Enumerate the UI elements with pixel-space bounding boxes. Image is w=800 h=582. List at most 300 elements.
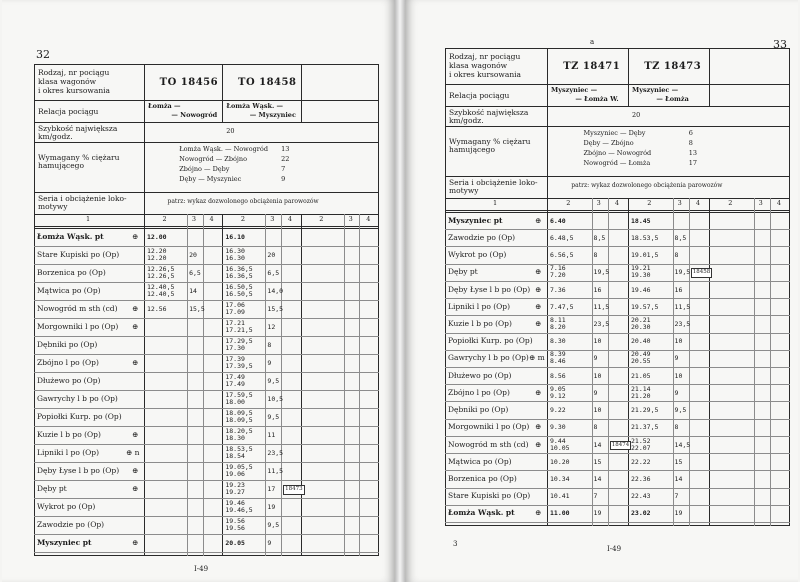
station-name: Łomża Wąsk. pt [448, 508, 515, 518]
arrival-departure-time: 18.53,5 18.54 [225, 445, 253, 460]
braking-value: 13 [281, 145, 290, 153]
arrival-departure-time: 7.16 7.20 [550, 264, 566, 280]
series-note: patrz: wykaz dozwolonego obciążenia parowozów [167, 198, 319, 205]
column-number: 3 [191, 215, 197, 223]
running-time: 10,5 [267, 395, 284, 403]
running-time: 19 [593, 509, 602, 518]
arrival-departure-time: 22.36 [631, 474, 651, 483]
braking-route: Dęby — Myszyniec [179, 175, 242, 183]
station-name: Dłużewo po (Op) [448, 370, 512, 380]
arrival-departure-time: 19.05,5 19.06 [225, 463, 253, 478]
running-time: 9,5 [267, 377, 280, 385]
arrival-departure-time: 9.22 [550, 406, 566, 415]
rule-line [222, 214, 223, 556]
rule-line [34, 226, 379, 227]
arrival-departure-time: 21.37,5 [631, 423, 659, 432]
rule-line [203, 214, 204, 556]
arrival-departure-time: 22.22 [631, 457, 651, 466]
column-number: 2 [162, 215, 167, 223]
rule-line [445, 264, 790, 265]
arrival-departure-time: 10.34 [550, 474, 570, 483]
column-number: 1 [86, 215, 91, 223]
station-name: Kuzie l b po (Op) [448, 318, 512, 328]
arrival-departure-time: 16.50,5 16.50,5 [225, 283, 253, 298]
running-time: 14 [189, 287, 197, 295]
series-note: patrz: wykaz dozwolonego obciążenia parowozów [571, 182, 723, 189]
arrival-departure-time: 19.46 19.46,5 [225, 499, 253, 514]
running-time: 8 [593, 251, 598, 260]
running-time: 9 [267, 359, 272, 367]
train-kind-label: Rodzaj, nr pociągu klasa wagonów i okres kursowania [38, 68, 111, 95]
rule-line [445, 176, 790, 177]
station-name: Mątwica po (Op) [448, 456, 512, 466]
rule-line [187, 214, 188, 556]
arrival-departure-time: 20.49 20.55 [631, 350, 651, 366]
running-time: 9,5 [267, 521, 280, 529]
station-symbol-icon: ⊕ n [126, 448, 140, 457]
arrival-departure-time: 20.05 [225, 539, 245, 547]
relation-from: Myszyniec — [551, 86, 598, 94]
relation-from: Łomża — [148, 102, 181, 110]
rule-line [445, 333, 790, 334]
rule-line [628, 48, 629, 106]
rule-line [445, 401, 790, 402]
arrival-departure-time: 6.56,5 [550, 251, 574, 260]
column-number: 4 [776, 199, 782, 207]
rule-line [34, 498, 379, 499]
running-time: 10 [593, 371, 602, 380]
running-time: 16 [593, 285, 602, 294]
left-page [2, 0, 395, 582]
train-number: TO 18456 [159, 77, 219, 88]
column-number: 2 [647, 199, 652, 207]
rule-line [34, 444, 379, 445]
arrival-departure-time: 8.11 8.20 [550, 315, 566, 331]
station-name: Stare Kupiski po (Op) [448, 491, 531, 501]
rule-line [34, 372, 379, 373]
station-symbol-icon: ⊕ [535, 422, 542, 432]
arrival-departure-time: 20.40 [631, 337, 651, 346]
rule-line [359, 214, 360, 556]
series-label: Seria i obciążenie loko- motywy [449, 178, 538, 195]
rule-line [34, 122, 379, 123]
arrival-departure-time: 19.56 19.56 [225, 517, 245, 532]
arrival-departure-time: 18.45 [631, 216, 651, 225]
rule-line [445, 453, 790, 454]
arrival-departure-time: 19.21 19.30 [631, 264, 651, 280]
station-name: Gawrychy l b po (Op) [37, 394, 118, 403]
running-time: 7 [674, 492, 679, 501]
running-time: 10 [674, 371, 683, 380]
braking-route: Nowogród — Zbójno [179, 155, 248, 163]
rule-line [34, 318, 379, 319]
column-number: 2 [728, 199, 733, 207]
running-time: 12 [267, 323, 276, 331]
arrival-departure-time: 12.56 [147, 305, 167, 313]
station-symbol-icon: ⊕ [535, 284, 542, 294]
station-name: Popiołki Kurp. po (Op) [37, 412, 122, 421]
rule-line [445, 281, 790, 282]
rule-line [34, 462, 379, 463]
speed-value: 20 [226, 127, 235, 135]
right-page [405, 0, 798, 582]
arrival-departure-time: 17.29,5 17.30 [225, 337, 253, 352]
rule-line [301, 214, 302, 556]
arrival-departure-time: 12.20 12.20 [147, 247, 167, 262]
arrival-departure-time: 10.20 [550, 457, 570, 466]
arrival-departure-time: 21.14 21.20 [631, 384, 651, 400]
rule-line [34, 142, 379, 143]
running-time: 14,5 [674, 440, 691, 449]
rule-line [34, 426, 379, 427]
station-name: Gawrychy l b po (Op) [448, 353, 529, 363]
rule-line [222, 64, 223, 122]
rule-line [34, 516, 379, 517]
station-symbol-icon: ⊕ [132, 232, 139, 241]
station-name: Zawodzie po (Op) [448, 232, 516, 242]
running-time: 8 [674, 423, 679, 432]
arrival-departure-time: 18.20,5 18.30 [225, 427, 253, 442]
running-time: 9 [674, 388, 679, 397]
book-gutter [395, 0, 405, 582]
rule-line [265, 214, 266, 556]
relation-to: — Łomża W. [575, 95, 619, 103]
rule-line [34, 390, 379, 391]
station-name: Dłużewo po (Op) [37, 376, 101, 385]
rule-line [34, 192, 379, 193]
crossing-train-number: 18458 [691, 268, 713, 278]
running-time: 16 [674, 285, 683, 294]
column-number: 4 [287, 215, 293, 223]
station-name: Zawodzie po (Op) [37, 520, 105, 529]
running-time: 8,5 [593, 233, 606, 242]
relation-from: Myszyniec — [632, 86, 679, 94]
station-name: Popiołki Kurp. po (Op) [448, 336, 533, 346]
relation-label: Relacja pociągu [38, 107, 99, 116]
arrival-departure-time: 17.21 17.21,5 [225, 319, 253, 334]
arrival-departure-time: 19.23 19.27 [225, 481, 245, 496]
relation-from: Łomża Wąsk. — [226, 102, 284, 110]
braking-value: 9 [281, 175, 286, 183]
braking-value: 6 [688, 129, 693, 137]
running-time: 19 [267, 503, 276, 511]
station-symbol-icon: ⊕ [132, 430, 139, 439]
station-name: Zbójno l po (Op) [37, 358, 99, 367]
station-name: Myszyniec pt [448, 215, 503, 225]
station-name: Morgowniki l po (Op) [37, 322, 119, 331]
rule-line [445, 367, 790, 368]
running-time: 17 [267, 485, 276, 493]
running-time: 14,0 [267, 287, 284, 295]
rule-line [445, 488, 790, 489]
running-time: 9 [267, 539, 272, 547]
rule-line [445, 126, 790, 127]
arrival-departure-time: 18.53,5 [631, 233, 659, 242]
column-number: 3 [270, 215, 275, 223]
station-symbol-icon: ⊕ [132, 538, 139, 547]
running-time: 6,5 [267, 269, 280, 277]
braking-route: Zbójno — Dęby [179, 165, 230, 173]
running-time: 7 [593, 492, 598, 501]
running-time: 8,5 [674, 233, 687, 242]
relation-to: — Łomża [656, 95, 689, 103]
arrival-departure-time: 8.30 [550, 337, 566, 346]
arrival-departure-time: 19.46 [631, 285, 651, 294]
running-time: 11,5 [674, 302, 691, 311]
arrival-departure-time: 18.09,5 18.09,5 [225, 409, 253, 424]
arrival-departure-time: 11.00 [550, 509, 570, 518]
train-number: TO 18458 [238, 77, 297, 88]
rule-line [34, 408, 379, 409]
arrival-departure-time: 17.06 17.09 [225, 301, 245, 316]
arrival-departure-time: 22.43 [631, 492, 651, 501]
rule-line [34, 100, 379, 101]
station-symbol-icon: ⊕ [132, 466, 139, 475]
running-time: 23,5 [267, 449, 284, 457]
speed-value: 20 [632, 111, 641, 119]
running-time: 9 [674, 354, 679, 363]
rule-line [34, 228, 379, 229]
station-name: Zbójno l po (Op) [448, 387, 510, 397]
running-time: 11,5 [593, 302, 610, 311]
rule-line [445, 505, 790, 506]
running-time: 15 [593, 457, 602, 466]
running-time: 11 [267, 431, 276, 439]
column-number: 3 [677, 199, 682, 207]
arrival-departure-time: 8.56 [550, 371, 566, 380]
station-name: Myszyniec pt [37, 538, 92, 547]
arrival-departure-time: 6.40 [550, 216, 566, 225]
running-time: 20 [189, 251, 197, 259]
station-symbol-icon: ⊕ [132, 304, 139, 313]
rule-line [301, 64, 302, 122]
station-name: Łomża Wąsk. pt [37, 232, 104, 241]
station-name: Dębniki po (Op) [37, 340, 98, 349]
crossing-train-number: 18474 [610, 441, 632, 451]
rule-line [445, 384, 790, 385]
running-time: 20 [267, 251, 276, 259]
braking-route: Myszyniec — Dęby [583, 129, 646, 137]
rule-line [445, 246, 790, 247]
page-footer: I-49 [194, 565, 209, 573]
rule-line [445, 436, 790, 437]
page-top-mark: a [590, 38, 595, 46]
station-name: Dęby Łyse l b po (Op) [448, 284, 531, 294]
arrival-departure-time: 6.48,5 [550, 233, 574, 242]
braking-route: Łomża Wąsk. — Nowogród [179, 145, 268, 153]
running-time: 9,5 [267, 413, 280, 421]
running-time: 19 [674, 509, 683, 518]
rule-line [34, 480, 379, 481]
arrival-departure-time: 9.44 10.05 [550, 436, 570, 452]
station-symbol-icon: ⊕ [535, 318, 542, 328]
station-name: Dębniki po (Op) [448, 405, 509, 415]
rule-line [281, 214, 282, 556]
arrival-departure-time: 7.47,5 [550, 302, 574, 311]
rule-line [445, 212, 790, 213]
rule-line [34, 336, 379, 337]
rule-line [144, 64, 145, 556]
arrival-departure-time: 17.39 17.39,5 [225, 355, 253, 370]
running-time: 8 [674, 251, 679, 260]
station-name: Lipniki l po (Op) [37, 448, 100, 457]
braking-route: Zbójno — Nowogród [583, 149, 652, 157]
train-number: TZ 18471 [563, 61, 621, 72]
rule-line [34, 354, 379, 355]
station-name: Mątwica po (Op) [37, 286, 101, 295]
braking-label: Wymagany % ciężaru hamującego [449, 137, 531, 154]
station-name: Borzenica po (Op) [37, 268, 106, 277]
column-number: 2 [240, 215, 246, 223]
running-time: 6,5 [189, 269, 201, 277]
running-time: 14 [593, 440, 602, 449]
column-number: 1 [493, 199, 498, 207]
page-number: 33 [773, 38, 787, 51]
column-number: 2 [319, 215, 324, 223]
running-time: 9 [593, 354, 598, 363]
speed-label: Szybkość największa km/godz. [38, 124, 118, 141]
rule-line [445, 315, 790, 316]
rule-line [709, 48, 710, 106]
station-name: Borzenica po (Op) [448, 473, 517, 483]
rule-line [445, 522, 790, 523]
running-time: 19,5 [593, 268, 610, 277]
arrival-departure-time: 12.40,5 12.40,5 [147, 283, 175, 298]
braking-value: 22 [281, 155, 290, 163]
arrival-departure-time: 12.26,5 12.26,5 [147, 265, 175, 280]
arrival-departure-time: 17.59,5 18.00 [225, 391, 253, 406]
station-name: Dęby pt [448, 267, 478, 277]
speed-label: Szybkość największa km/godz. [449, 108, 529, 125]
page-number: 32 [36, 48, 50, 61]
station-symbol-icon: ⊕ [132, 484, 139, 493]
arrival-departure-time: 23.02 [631, 509, 651, 518]
station-symbol-icon: ⊕ [535, 508, 542, 518]
arrival-departure-time: 16.10 [225, 233, 245, 241]
arrival-departure-time: 9.05 9.12 [550, 384, 566, 400]
braking-route: Nowogród — Łomża [583, 159, 651, 167]
station-symbol-icon: ⊕ [535, 439, 542, 449]
station-name: Lipniki l po (Op) [448, 301, 511, 311]
running-time: 14 [593, 474, 602, 483]
arrival-departure-time: 17.49 17.49 [225, 373, 245, 388]
rule-line [445, 229, 790, 230]
station-symbol-icon: ⊕ [132, 322, 139, 331]
rule-line [445, 84, 790, 85]
running-time: 23,5 [674, 319, 691, 328]
rule-line [34, 264, 379, 265]
running-time: 15 [674, 457, 683, 466]
station-name: Kuzie l b po (Op) [37, 430, 101, 439]
rule-line [547, 48, 548, 526]
station-name: Wykrot po (Op) [448, 250, 507, 260]
arrival-departure-time: 19.01,5 [631, 251, 659, 260]
running-time: 9,5 [674, 406, 687, 415]
arrival-departure-time: 7.36 [550, 285, 566, 294]
running-time: 23,5 [593, 319, 610, 328]
rule-line [445, 298, 790, 299]
running-time: 10 [593, 337, 602, 346]
rule-line [445, 419, 790, 420]
running-time: 19,5 [674, 268, 691, 277]
braking-value: 7 [281, 165, 286, 173]
arrival-departure-time: 10.41 [550, 492, 570, 501]
arrival-departure-time: 20.21 20.30 [631, 315, 651, 331]
column-number: 4 [209, 215, 214, 223]
braking-value: 8 [688, 139, 693, 147]
station-name: Morgowniki l po (Op) [448, 422, 530, 432]
relation-to: — Nowogród [171, 111, 218, 119]
station-symbol-icon: ⊕ [535, 387, 542, 397]
rule-line [445, 210, 790, 211]
rule-line [34, 552, 379, 553]
arrival-departure-time: 21.52 22.07 [631, 436, 651, 452]
column-number: 2 [566, 199, 571, 207]
arrival-departure-time: 21.29,5 [631, 406, 659, 415]
station-symbol-icon: ⊕ [535, 301, 542, 311]
arrival-departure-time: 16.30 16.30 [225, 247, 245, 262]
column-number: 3 [596, 199, 601, 207]
station-symbol-icon: ⊕ m [529, 353, 545, 363]
braking-label: Wymagany % ciężaru hamującego [38, 153, 120, 170]
rule-line [445, 350, 790, 351]
running-time: 11,5 [267, 467, 284, 475]
series-label: Seria i obciążenie loko- motywy [38, 194, 127, 211]
running-time: 15,5 [267, 305, 284, 313]
column-number: 4 [614, 199, 620, 207]
arrival-departure-time: 21.05 [631, 371, 651, 380]
column-number: 3 [758, 199, 763, 207]
crossing-train-number: 18473 [283, 485, 305, 495]
station-name: Dęby pt [37, 484, 67, 493]
running-time: 9 [593, 388, 598, 397]
arrival-departure-time: 16.36,5 16.36,5 [225, 265, 253, 280]
rule-line [445, 470, 790, 471]
arrival-departure-time: 12.00 [147, 233, 167, 241]
rule-line [344, 214, 345, 556]
braking-value: 17 [688, 159, 698, 167]
running-time: 8 [267, 341, 272, 349]
running-time: 10 [593, 406, 602, 415]
station-symbol-icon: ⊕ [535, 267, 542, 277]
arrival-departure-time: 19.57,5 [631, 302, 659, 311]
relation-to: — Myszyniec [249, 111, 296, 119]
arrival-departure-time: 8.39 8.46 [550, 350, 566, 366]
rule-line [34, 246, 379, 247]
running-time: 15,5 [189, 305, 205, 313]
running-time: 14 [674, 474, 683, 483]
station-name: Nowogród m sth (cd) [37, 304, 118, 313]
station-name: Nowogród m sth (cd) [448, 439, 529, 449]
rule-line [34, 534, 379, 535]
station-symbol-icon: ⊕ [535, 215, 542, 225]
running-time: 10 [674, 337, 683, 346]
page-footer-left: 3 [453, 540, 458, 548]
station-name: Stare Kupiski po (Op) [37, 250, 120, 259]
rule-line [445, 106, 790, 107]
relation-label: Relacja pociągu [449, 91, 510, 100]
column-number: 4 [695, 199, 701, 207]
column-number: 3 [348, 215, 353, 223]
train-kind-label: Rodzaj, nr pociągu klasa wagonów i okres kursowania [449, 52, 522, 79]
station-name: Dęby Łyse l b po (Op) [37, 466, 120, 475]
train-number: TZ 18473 [644, 61, 702, 72]
braking-value: 13 [688, 149, 698, 157]
page-footer: I-49 [607, 545, 622, 553]
rule-line [34, 300, 379, 301]
rule-line [34, 282, 379, 283]
station-symbol-icon: ⊕ [132, 358, 139, 367]
